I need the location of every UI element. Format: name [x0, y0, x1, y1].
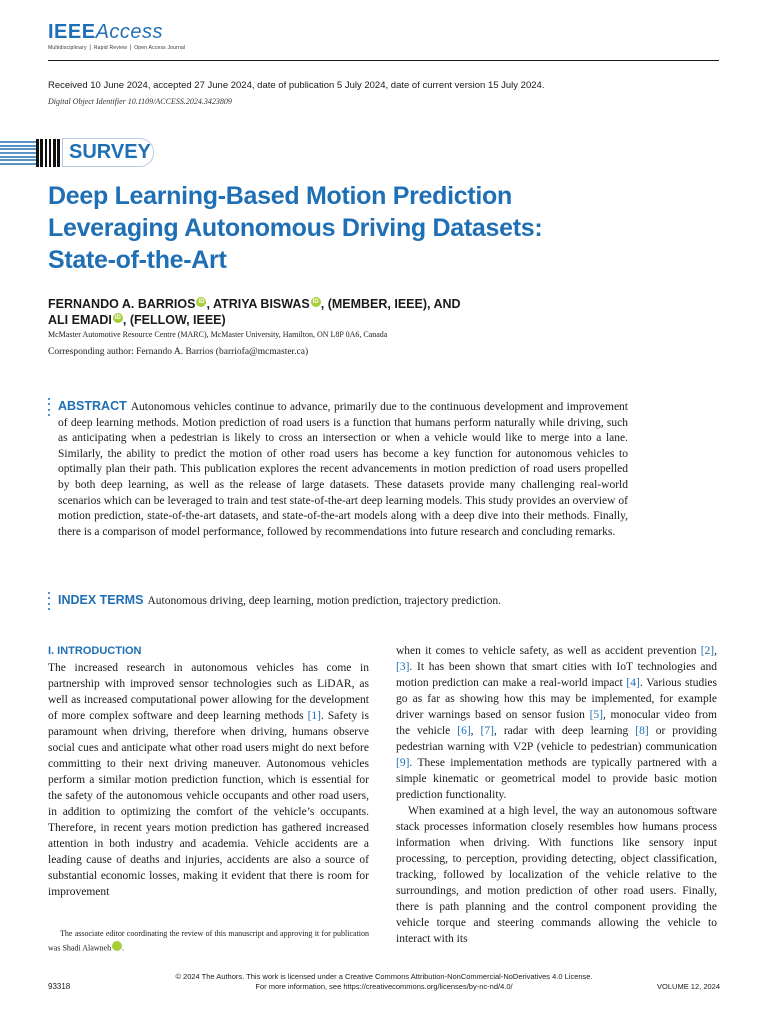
abstract-label: ABSTRACT [58, 399, 127, 413]
author-name-prefix: AND [433, 297, 461, 311]
body-text: , radar with deep learning [493, 725, 636, 737]
citation-link[interactable]: [8] [635, 725, 649, 737]
body-text: The increased research in autonomous vehicles has come in partnership with improved sensor technologies such as LiDAR, as well as increased computational power allowing for the development of more complex software and deep learning methods [48, 662, 369, 722]
body-text: or providing pedestrian warning with V2P (vehicle to pedestrian) communication [396, 725, 717, 753]
survey-bars-decoration [36, 139, 60, 167]
license-link[interactable]: For more information, see https://creativecommons.org/licenses/by-nc-nd/4.0/ [255, 982, 513, 991]
logo-access: Access [95, 21, 164, 43]
body-text: . It has been shown that smart cities with IoT technologies and motion prediction can make a real-world impact [396, 661, 717, 689]
corresponding-author: Corresponding author: Fernando A. Barrios (barriofa@mcmaster.ca) [48, 347, 309, 357]
survey-stripes-decoration [0, 141, 36, 165]
body-text: when it comes to vehicle safety, as well as accident prevention [396, 645, 701, 657]
author-name: ATRIYA BISWAS [212, 297, 310, 311]
author-name: FERNANDO A. BARRIOS [48, 297, 196, 311]
citation-link[interactable]: [9] [396, 757, 410, 769]
license-notice [150, 972, 618, 992]
abstract-dots-decoration [48, 398, 51, 416]
body-text: . These implementation methods are typically partnered with a simple kinematic or geometrical model to provide basic motion prediction functionality. [396, 757, 717, 801]
body-paragraph [48, 660, 369, 900]
footnote [48, 927, 369, 956]
paper-title: Deep Learning-Based Motion Prediction Leveraging Autonomous Driving Datasets: State-of-the-Art [48, 182, 543, 274]
journal-logo [48, 22, 163, 42]
section-heading: I. INTRODUCTION [48, 645, 142, 657]
article-type-badge: SURVEY [62, 138, 154, 167]
abstract-text: Autonomous vehicles continue to advance, primarily due to the continuous development and improvement of deep learning methods. Motion prediction of road users is a function that humans perform naturally while driving, such as anticipating when a pedestrian is likely to cross an intersection or when a vehicle would like to merge into a lane. Similarly, the ability to predict the motion of other road users has become a key function for autonomous vehicles to optimally plan their path. This publication explores the recent advancements in motion prediction of road users propelled by both deep learning, as well as the release of large datasets. These datasets provide many challenging real-world scenarios which can be leveraged to train and test state-of-the-art deep learning models. This study provides an overview of motion prediction, state-of-the-art datasets, and state-of-the-art models along with a deep dive into their methods. Finally, there is a comparison of model performance, followed by recommendations into future research and concluding remarks. [58, 401, 628, 538]
citation-link[interactable]: [5] [589, 709, 603, 721]
footnote-text: . [122, 943, 125, 953]
body-paragraph [396, 643, 717, 803]
license-line: © 2024 The Authors. This work is licensed under a Creative Commons Attribution-NonCommercial-NoDerivatives 4.0 License. [175, 972, 593, 981]
index-terms-text: Autonomous driving, deep learning, motion prediction, trajectory prediction. [147, 595, 501, 607]
body-column-right [396, 643, 717, 947]
page-number: 93318 [48, 982, 71, 991]
doi: Digital Object Identifier 10.1109/ACCESS.2024.3423809 [48, 97, 232, 106]
body-text: . Various studies go as far as showing how this may be implemented, for example driver warnings based on sensor fusion [396, 677, 717, 721]
volume-label: VOLUME 12, 2024 [657, 982, 720, 991]
footnote-text: The associate editor coordinating the review of this manuscript and approving it for publication was Shadi Alawneh [48, 929, 369, 953]
author-name: ALI EMADI [48, 313, 112, 327]
citation-link[interactable]: [2] [700, 645, 715, 657]
affiliation: McMaster Automotive Resource Centre (MARC), McMaster University, Hamilton, ON L8P 0A6, Canada [48, 330, 388, 339]
body-text: . Safety is paramount when driving, therefore when driving, humans observe social cues and anticipate what other road users might do next before committing to their next driving maneuver. Autonomous vehicles perform a similar motion prediction function, which is essential for the safety of the autonomous vehicle occupants and other road users, in addition to optimizing the comfort of the vehicle’s occupants. Therefore, in recent years motion prediction has gathered increased attention in both industry and academia. Vehicle accidents are a leading cause of deaths and injuries, accidents are also a source of substantial economic losses, making it evident that there is room for improvement [48, 710, 369, 898]
author-role: (FELLOW, IEEE) [129, 313, 226, 327]
author-role: (MEMBER, IEEE), [327, 297, 431, 311]
logo-ieee: IEEE [48, 21, 96, 43]
citation-link[interactable]: [6] [457, 725, 471, 737]
index-terms-label: INDEX TERMS [58, 593, 144, 607]
body-text: , [714, 645, 717, 657]
abstract [58, 399, 628, 540]
index-terms [58, 593, 678, 610]
citation-link[interactable]: [4] [626, 677, 640, 689]
citation-link[interactable]: [3] [396, 661, 410, 673]
body-text: , [470, 725, 481, 737]
author-list: FERNANDO A. BARRIOS ID , ATRIYA BISWAS ID , (MEMBER, IEEE), AND ALI EMADI ID , (FELLOW, IEEE) [48, 297, 461, 327]
index-dots-decoration [48, 592, 51, 610]
header-rule [48, 60, 719, 61]
body-paragraph: When examined at a high level, the way an autonomous software stack processes information closely resembles how humans process information when driving. With functions like sensory input processing, to perception, providing detecting, object classification, tracking, followed by localization of the vehicle relative to the surroundings, and motion prediction of other road users. Finally, there is path planning and the control component providing the vehicle torque and steering commands allowing the vehicle to interact with its [396, 805, 717, 945]
citation-link[interactable]: [1] [307, 710, 321, 722]
logo-tagline: Multidisciplinary ⎪ Rapid Review ⎪ Open Access Journal [48, 45, 186, 51]
orcid-icon[interactable]: ID [114, 314, 121, 321]
received-dates: Received 10 June 2024, accepted 27 June 2024, date of publication 5 July 2024, date of current version 15 July 2024. [48, 80, 545, 91]
orcid-icon[interactable]: ID [312, 298, 319, 305]
body-text: , monocular video from the vehicle [396, 709, 717, 737]
citation-link[interactable]: [7] [480, 725, 494, 737]
orcid-icon[interactable]: ID [198, 298, 205, 305]
orcid-icon[interactable]: iD [112, 941, 122, 951]
body-column-left [48, 643, 369, 900]
